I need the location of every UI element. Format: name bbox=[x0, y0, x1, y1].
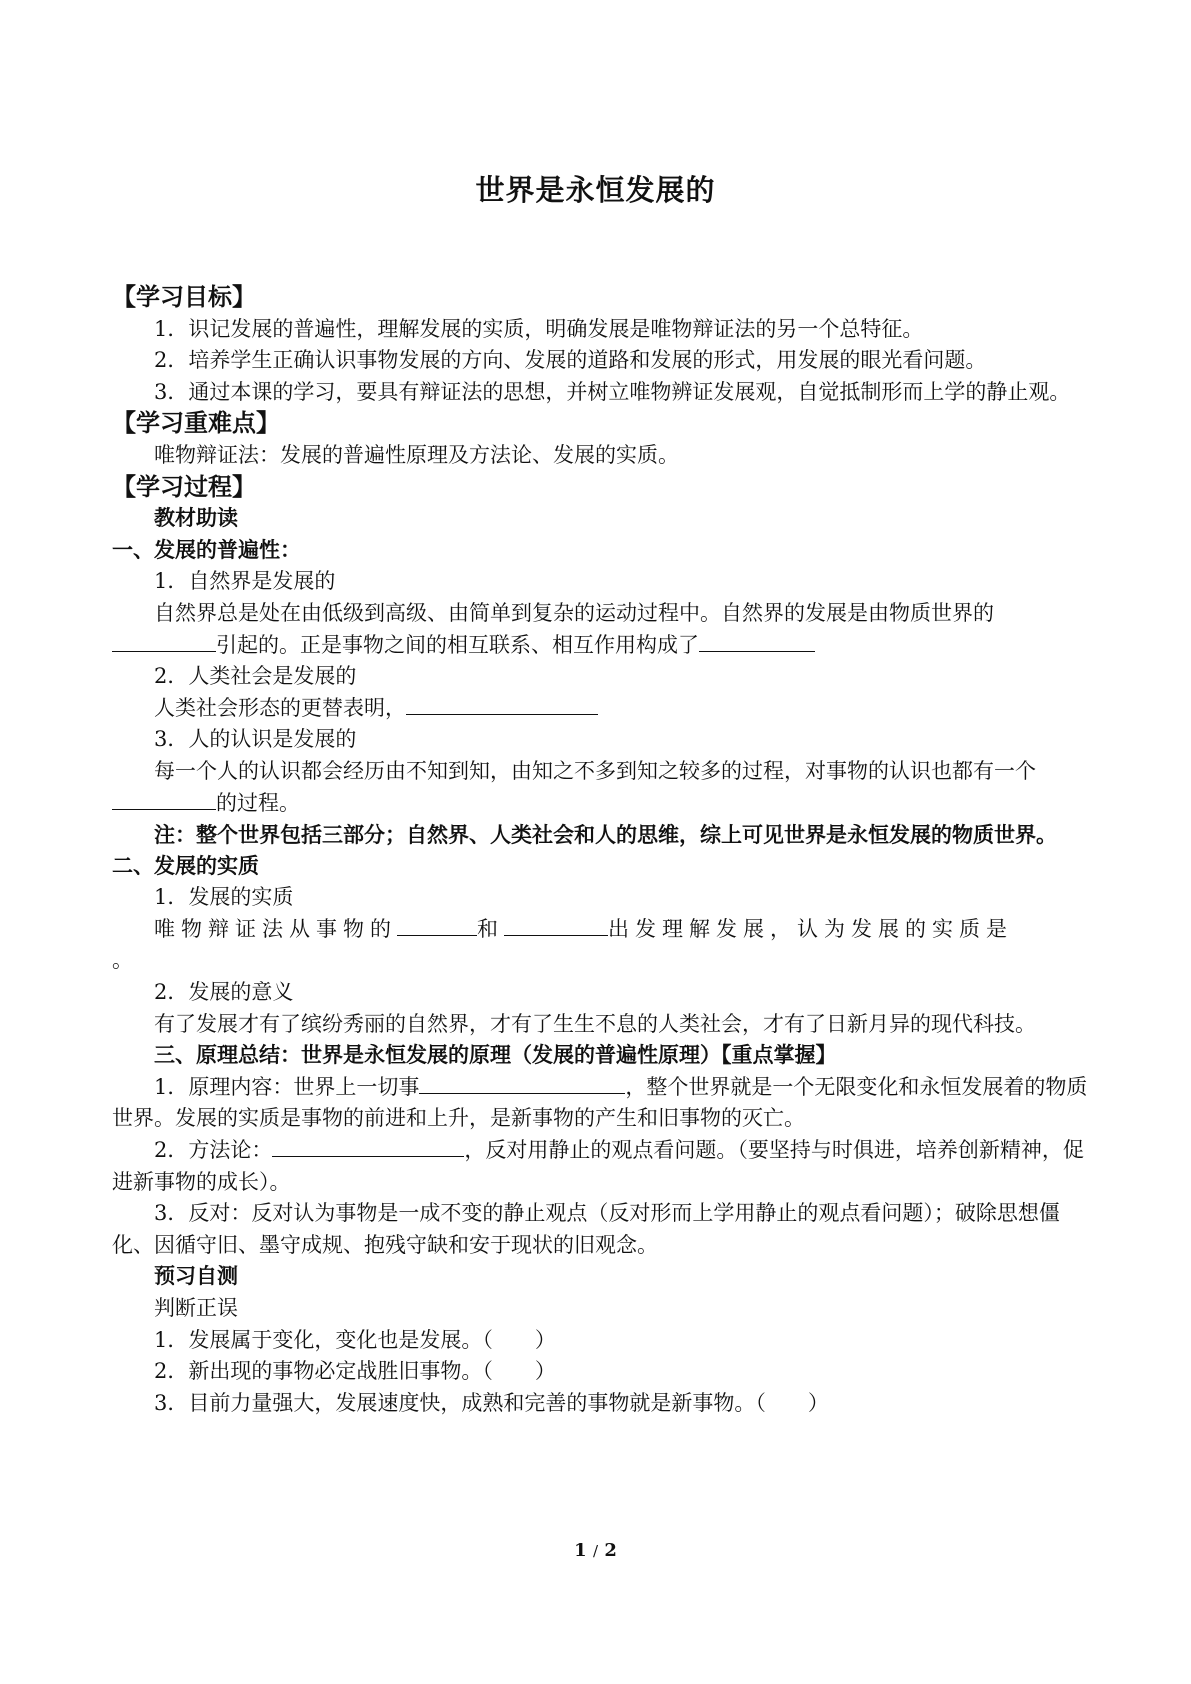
essence-text-a: 唯物辩证法从事物的 bbox=[154, 916, 397, 941]
process-heading: 【学习过程】 bbox=[112, 472, 256, 501]
preview-item-1: 1．发展属于变化，变化也是发展。（ ） bbox=[154, 1327, 556, 1352]
preview-sub: 判断正误 bbox=[154, 1296, 238, 1320]
section-1-heading: 一、发展的普遍性： bbox=[112, 537, 301, 562]
preview-item-3: 3．目前力量强大，发展速度快，成熟和完善的事物就是新事物。（ ） bbox=[154, 1390, 829, 1415]
goals-heading: 【学习目标】 bbox=[112, 283, 256, 311]
guide-label: 教材助读 bbox=[154, 506, 238, 531]
page-number bbox=[0, 1540, 1191, 1561]
society-paragraph bbox=[112, 693, 1092, 725]
nature-blank-2[interactable] bbox=[699, 631, 815, 652]
principle-content bbox=[112, 1072, 1092, 1135]
methodology-blank[interactable] bbox=[272, 1136, 464, 1157]
nature-title: 1．自然界是发展的 bbox=[154, 569, 336, 594]
methodology-text-b: ，反对用静止的观点看问题。（要坚持与时俱进，培养创新精神，促进新事物的成长）。 bbox=[112, 1138, 1084, 1194]
essence-blank-1[interactable] bbox=[397, 915, 477, 936]
meaning-title: 2．发展的意义 bbox=[154, 980, 294, 1005]
society-blank[interactable] bbox=[406, 694, 598, 715]
methodology bbox=[112, 1135, 1092, 1198]
keypoints-text: 唯物辩证法：发展的普遍性原理及方法论、发展的实质。 bbox=[154, 442, 679, 467]
preview-heading: 预习自测 bbox=[154, 1264, 238, 1289]
keypoints-heading: 【学习重难点】 bbox=[112, 409, 280, 438]
section-3-heading: 三、原理总结：世界是永恒发展的原理（发展的普遍性原理）【重点掌握】 bbox=[154, 1043, 837, 1068]
principle-text-b: ，整个世界就是一个无限变化和永恒发展着的物质世界。发展的实质是事物的前进和上升，是新事物的产生和旧事物的灭亡。 bbox=[112, 1074, 1088, 1131]
essence-end: 。 bbox=[112, 948, 133, 973]
essence-title: 1．发展的实质 bbox=[154, 885, 294, 910]
essence-paragraph bbox=[112, 914, 1092, 946]
cognition-text-b: 的过程。 bbox=[216, 790, 300, 815]
essence-blank-2[interactable] bbox=[504, 915, 608, 936]
essence-text-b: 和 bbox=[477, 916, 504, 941]
world-note: 注：整个世界包括三部分；自然界、人类社会和人的思维，综上可见世界是永恒发展的物质世界。 bbox=[154, 822, 1057, 848]
page-total: 2 bbox=[604, 1540, 617, 1561]
nature-paragraph bbox=[112, 598, 1092, 661]
society-title: 2．人类社会是发展的 bbox=[154, 664, 357, 689]
document-body bbox=[112, 282, 1092, 1419]
meaning-text: 有了发展才有了缤纷秀丽的自然界，才有了生生不息的人类社会，才有了日新月异的现代科技。 bbox=[154, 1011, 1036, 1036]
document-title: 世界是永恒发展的 bbox=[475, 173, 716, 207]
principle-blank[interactable] bbox=[419, 1073, 625, 1094]
cognition-blank[interactable] bbox=[112, 789, 216, 810]
methodology-text-a: 2．方法论： bbox=[154, 1138, 273, 1163]
page-current: 1 bbox=[574, 1540, 587, 1561]
nature-blank-1[interactable] bbox=[112, 631, 216, 652]
goal-item-2: 2．培养学生正确认识事物发展的方向、发展的道路和发展的形式，用发展的眼光看问题。 bbox=[154, 348, 987, 373]
preview-item-2: 2．新出现的事物必定战胜旧事物。（ ） bbox=[154, 1359, 556, 1384]
society-text: 人类社会形态的更替表明， bbox=[154, 695, 406, 720]
goal-item-1: 1．识记发展的普遍性，理解发展的实质，明确发展是唯物辩证法的另一个总特征。 bbox=[154, 316, 924, 341]
cognition-text-a: 每一个人的认识都会经历由不知到知，由知之不多到知之较多的过程，对事物的认识也都有一个 bbox=[154, 758, 1036, 783]
cognition-paragraph bbox=[112, 756, 1092, 819]
principle-text-a: 1．原理内容：世界上一切事 bbox=[154, 1074, 420, 1099]
page-separator: / bbox=[592, 1542, 599, 1560]
oppose-text: 3．反对：反对认为事物是一成不变的静止观点（反对形而上学用静止的观点看问题）；破除思想僵化、因循守旧、墨守成规、抱残守缺和安于现状的旧观念。 bbox=[112, 1201, 1060, 1257]
essence-text-c: 出发理解发展，认为发展的实质是 bbox=[608, 916, 1013, 941]
nature-text-b: 引起的。正是事物之间的相互联系、相互作用构成了 bbox=[216, 632, 699, 657]
nature-text-a: 自然界总是处在由低级到高级、由简单到复杂的运动过程中。自然界的发展是由物质世界的 bbox=[154, 600, 994, 625]
cognition-title: 3．人的认识是发展的 bbox=[154, 727, 357, 752]
goal-item-3: 3．通过本课的学习，要具有辩证法的思想，并树立唯物辨证发展观，自觉抵制形而上学的静止观。 bbox=[154, 379, 1071, 404]
section-2-heading: 二、发展的实质 bbox=[112, 853, 259, 878]
